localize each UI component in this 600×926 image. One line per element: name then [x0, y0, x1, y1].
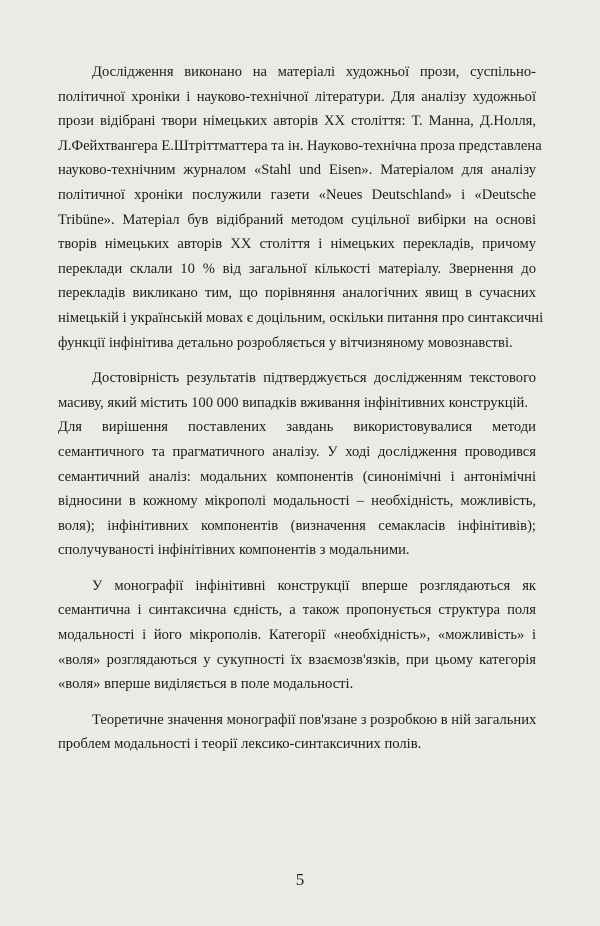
- text-line: функції інфінітива детально розробляється у вітчизняному мовознавстві.: [58, 334, 513, 351]
- text-line: масиву, який містить 100 000 випадків вживання інфінітивних конструкцій.: [58, 394, 529, 411]
- text-line: проблем модальності і теорії лексико-синтаксичних полів.: [58, 736, 422, 753]
- text-line: семантичний аналіз: модальних компонентів (синонімічні і антонімічні: [58, 468, 536, 485]
- text-line: Дослідження виконано на матеріалі художньої прози, суспільно-: [92, 64, 536, 80]
- text-line: Л.Фейхтвангера Е.Штріттматтера та ін. Науково-технічна проза представлена: [58, 137, 542, 154]
- text-line: воля); інфінітивних компонентів (визначення семакласів інфінітивів);: [58, 517, 536, 534]
- text-line: Теоретичне значення монографії пов'язане з розробкою в ній загальних: [92, 711, 537, 728]
- text-line: «воля» вперше виділяється в поле модальності.: [58, 676, 354, 693]
- text-line: перекладів викликано тим, що порівняння аналогічних явищ в сучасних: [58, 285, 536, 302]
- text-line: прози відібрані твори німецьких авторів ХХ століття: Т. Манна, Д.Нолля,: [58, 113, 536, 130]
- text-line: творів німецьких авторів ХХ століття і німецьких перекладів, причому: [58, 236, 536, 253]
- text-line: модальності і його мікрополів. Категорії «необхідність», «можливість» і: [58, 627, 536, 644]
- text-line: У монографії інфінітивні конструкції вперше розглядаються як: [92, 577, 536, 594]
- text-line: семантичного та прагматичного аналізу. У ході дослідження проводився: [58, 443, 536, 460]
- paragraph-1: [58, 60, 544, 355]
- text-line: сполучуваності інфінітівних компонентів з модальними.: [58, 542, 410, 559]
- text-line: «воля» розглядаються у сукупності їх взаємозв'язків, при цьому категорія: [58, 651, 536, 668]
- paragraph-3: [58, 574, 536, 697]
- paragraph-4: [58, 708, 536, 757]
- page-number: 5: [295, 870, 305, 889]
- text-line: семантична і синтаксична єдність, а також пропонується структура поля: [58, 602, 536, 619]
- text-line: науково-технічним журналом «Stahl und Eisen». Матеріалом для аналізу: [58, 162, 536, 179]
- body-text: [58, 60, 544, 768]
- text-line: переклади склали 10 % від загальної кількості матеріалу. Звернення до: [58, 260, 536, 277]
- text-line: Tribüne». Матеріал був відібраний методом суцільної вибірки на основі: [58, 211, 536, 228]
- paragraph-2: [58, 366, 536, 563]
- text-line: Для вирішення поставлених завдань використовувалися методи: [58, 419, 536, 436]
- text-line: відносини в кожному мікрополі модальності – необхідність, можливість,: [58, 493, 536, 510]
- text-line: німецькій і українській мовах є доцільним, оскільки питання про синтаксичні: [58, 309, 544, 326]
- text-line: політичної хроніки послужили газети «Neues Deutschland» і «Deutsche: [58, 186, 536, 203]
- text-line: політичної хроніки і науково-технічної літератури. Для аналізу художньої: [58, 88, 536, 105]
- text-line: Достовірність результатів підтверджується дослідженням текстового: [92, 370, 536, 387]
